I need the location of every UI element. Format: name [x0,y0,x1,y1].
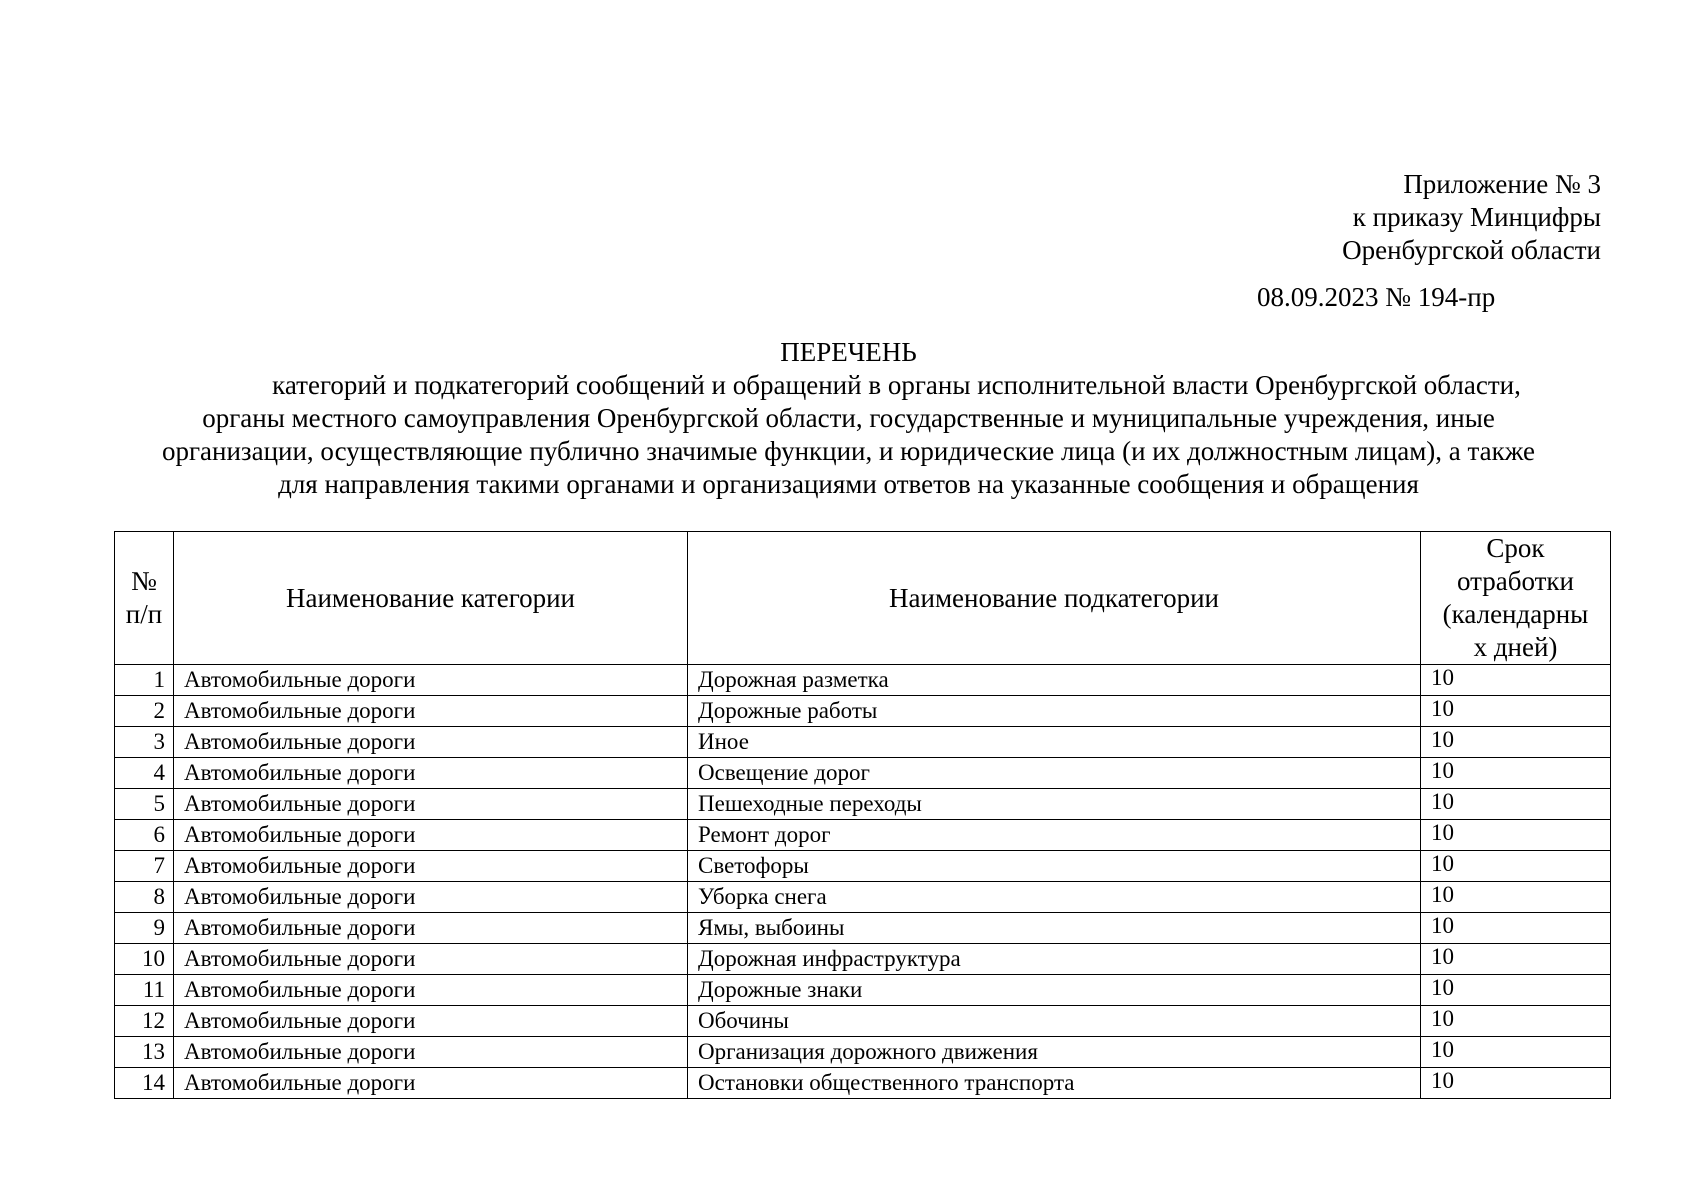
table-header-row [115,532,1611,665]
row-number-cell: 6 [115,820,174,851]
table-row [115,944,1611,975]
category-cell: Автомобильные дороги [174,975,688,1006]
subcategory-cell: Освещение дорог [688,758,1421,789]
subtitle-line: для направления такими органами и организациями ответов на указанные сообщения и обращения [278,469,1419,499]
row-number-cell: 11 [115,975,174,1006]
subcategory-cell: Дорожная инфраструктура [688,944,1421,975]
days-cell: 10 [1421,913,1611,944]
appendix-line: Оренбургской области [1342,235,1601,265]
category-cell: Автомобильные дороги [174,696,688,727]
subcategory-cell: Дорожная разметка [688,665,1421,696]
table-row [115,665,1611,696]
row-number-cell: 13 [115,1037,174,1068]
table-row [115,789,1611,820]
category-cell: Автомобильные дороги [174,789,688,820]
subcategory-cell: Остановки общественного транспорта [688,1068,1421,1099]
table-row [115,1068,1611,1099]
row-number-cell: 2 [115,696,174,727]
subcategory-cell: Дорожные работы [688,696,1421,727]
subcategory-cell: Ямы, выбоины [688,913,1421,944]
header-category: Наименование категории [174,532,688,665]
table-row [115,758,1611,789]
days-cell: 10 [1421,665,1611,696]
header-number-line: п/п [125,599,163,629]
header-term-line: отработки [1456,566,1574,596]
days-cell: 10 [1421,882,1611,913]
header-subcategory: Наименование подкатегории [688,532,1421,665]
days-cell: 10 [1421,696,1611,727]
row-number-cell: 5 [115,789,174,820]
table-row [115,820,1611,851]
document-title: ПЕРЕЧЕНЬ [780,337,917,367]
subcategory-cell: Уборка снега [688,882,1421,913]
appendix-line: Приложение № 3 [1403,169,1601,199]
days-cell: 10 [1421,789,1611,820]
subcategory-cell: Ремонт дорог [688,820,1421,851]
row-number-cell: 3 [115,727,174,758]
category-cell: Автомобильные дороги [174,665,688,696]
header-number-line: № [131,566,157,596]
subcategory-cell: Организация дорожного движения [688,1037,1421,1068]
days-cell: 10 [1421,944,1611,975]
days-cell: 10 [1421,1037,1611,1068]
days-cell: 10 [1421,758,1611,789]
row-number-cell: 1 [115,665,174,696]
row-number-cell: 7 [115,851,174,882]
row-number-cell: 14 [115,1068,174,1099]
category-cell: Автомобильные дороги [174,758,688,789]
row-number-cell: 8 [115,882,174,913]
header-term-line: Срок [1486,533,1545,563]
days-cell: 10 [1421,975,1611,1006]
table-body [115,665,1611,1099]
table-row [115,913,1611,944]
days-cell: 10 [1421,1006,1611,1037]
category-cell: Автомобильные дороги [174,851,688,882]
subcategory-cell: Иное [688,727,1421,758]
appendix-line: к приказу Минцифры [1352,202,1601,232]
table-row [115,882,1611,913]
category-cell: Автомобильные дороги [174,820,688,851]
category-cell: Автомобильные дороги [174,913,688,944]
subcategory-cell: Пешеходные переходы [688,789,1421,820]
document-subtitle [0,369,1697,501]
subtitle-line: органы местного самоуправления Оренбургской области, государственные и муниципальные учреждения, иные [202,403,1495,433]
table-row [115,696,1611,727]
subcategory-cell: Дорожные знаки [688,975,1421,1006]
subcategory-cell: Светофоры [688,851,1421,882]
table-row [115,1037,1611,1068]
header-term-line: (календарны [1442,599,1589,629]
category-cell: Автомобильные дороги [174,1068,688,1099]
category-cell: Автомобильные дороги [174,1037,688,1068]
row-number-cell: 12 [115,1006,174,1037]
category-cell: Автомобильные дороги [174,882,688,913]
days-cell: 10 [1421,851,1611,882]
table-row [115,727,1611,758]
days-cell: 10 [1421,1068,1611,1099]
header-number [115,532,174,665]
subtitle-line: организации, осуществляющие публично значимые функции, и юридические лица (и их должностным лицам), а также [161,436,1536,466]
order-reference: 08.09.2023 № 194-пр [1257,282,1496,312]
table-row [115,1006,1611,1037]
header-term [1421,532,1611,665]
row-number-cell: 4 [115,758,174,789]
days-cell: 10 [1421,820,1611,851]
categories-table [114,531,1611,1099]
subtitle-line: категорий и подкатегорий сообщений и обращений в органы исполнительной власти Оренбургской области, [272,370,1521,400]
table-row [115,975,1611,1006]
header-term-line: х дней) [1473,632,1558,662]
category-cell: Автомобильные дороги [174,1006,688,1037]
row-number-cell: 9 [115,913,174,944]
appendix-block [1342,168,1601,267]
days-cell: 10 [1421,727,1611,758]
row-number-cell: 10 [115,944,174,975]
category-cell: Автомобильные дороги [174,727,688,758]
subcategory-cell: Обочины [688,1006,1421,1037]
category-cell: Автомобильные дороги [174,944,688,975]
table-row [115,851,1611,882]
